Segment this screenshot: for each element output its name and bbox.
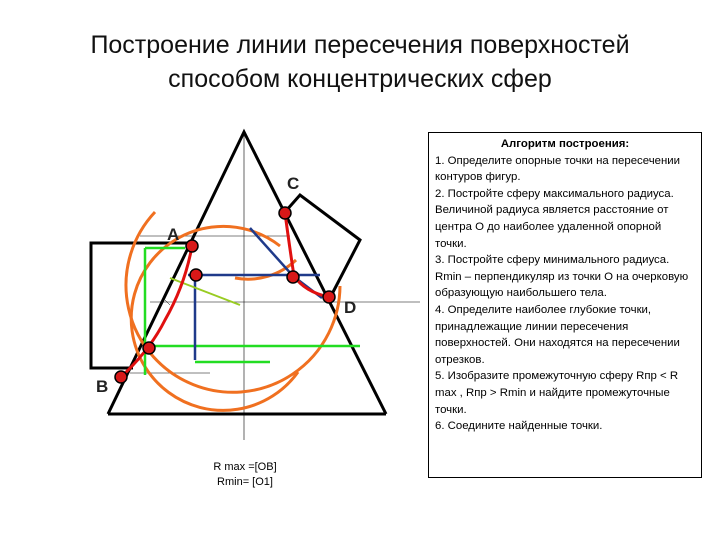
algorithm-box (428, 132, 702, 478)
algorithm-step: 3. Постройте сферу минимального радиуса. Rmin – перпендикуляр из точки О на очерковую образующую наибольшего тела. (435, 254, 689, 300)
radius-line (170, 278, 240, 305)
points (115, 207, 335, 383)
label-c: C (287, 174, 300, 193)
algorithm-title: Алгоритм построения: (500, 138, 630, 150)
algorithm-step: 6. Соедините найденные точки. (435, 420, 603, 433)
algorithm-step: 1. Определите опорные точки на пересечении контуров фигур. (435, 154, 680, 184)
point-c (279, 207, 291, 219)
point-d (323, 291, 335, 303)
point-mid-2 (287, 271, 299, 283)
point-a (186, 240, 198, 252)
algorithm-step: 4. Определите наиболее глубокие точки, принадлежащие линии пересечения поверхностей. Они находятся на пересечении отрезков. (435, 303, 680, 366)
label-a: A (167, 225, 180, 244)
label-b: B (96, 377, 109, 396)
helper-line (165, 300, 170, 305)
page-title: Построение линии пересечения поверхностей способом концентрических сфер (90, 31, 630, 93)
point-mid-3 (143, 342, 155, 354)
algorithm-step: 2. Постройте сферу максимального радиуса. Величиной радиуса является расстояние от центра О до наиболее удаленной опорной точки. (435, 187, 674, 250)
radius-note: R max =[OB] Rmin= [O1] (213, 461, 277, 488)
point-b (115, 371, 127, 383)
algorithm-steps (435, 153, 695, 435)
label-d: D (344, 298, 357, 317)
algorithm-step: 5. Изобразите промежуточную сферу Rпр < R max , Rпр > Rmin и найдите промежуточные точки. (435, 370, 679, 416)
point-mid-1 (190, 269, 202, 281)
